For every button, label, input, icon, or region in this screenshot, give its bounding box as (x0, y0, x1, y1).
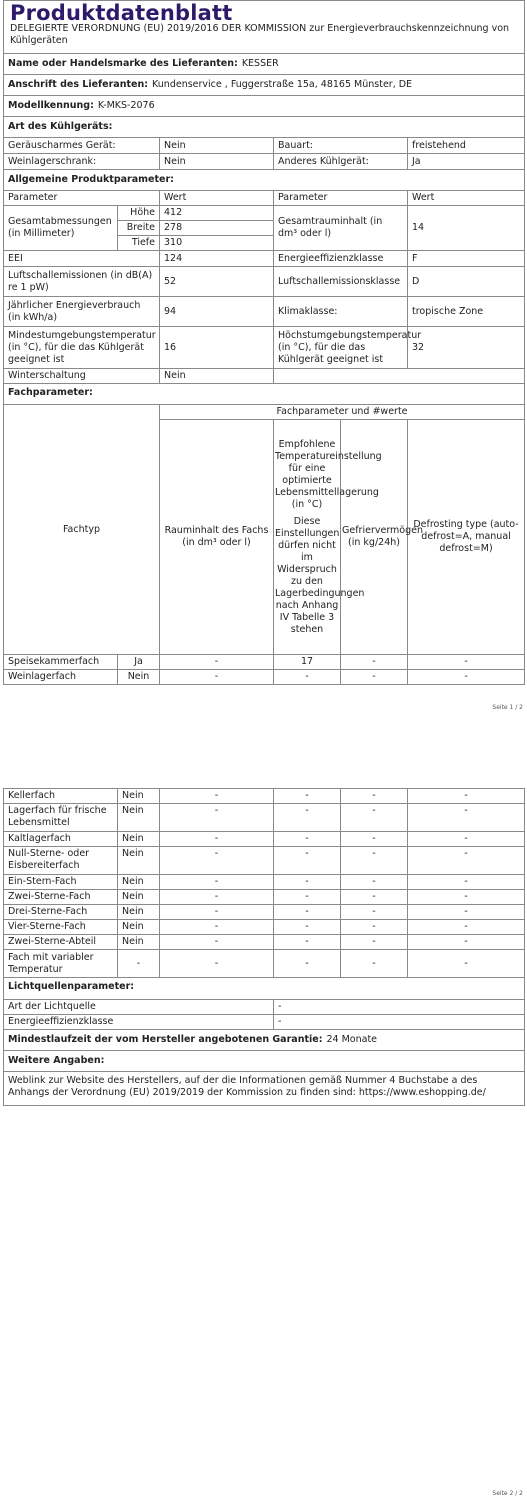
appliance-label: Weinlagerschrank: (4, 154, 160, 170)
parameter-value: 124 (160, 251, 274, 267)
address-label: Anschrift des Lieferanten: (8, 79, 149, 90)
compartment-name: Kellerfach (4, 789, 118, 804)
compartment-freeze: - (341, 905, 408, 920)
compartment-present: Ja (118, 655, 160, 670)
compartment-temp-header (274, 420, 382, 655)
table-row (4, 847, 525, 875)
light-heading: Lichtquellenparameter: (4, 978, 525, 1000)
compartment-freeze: - (341, 670, 408, 685)
compartment-defrost: - (408, 875, 525, 890)
compartment-temp: - (274, 789, 341, 804)
compartment-group-header: Fachparameter und #werte (160, 405, 525, 420)
compartment-present: Nein (118, 920, 160, 935)
column-header: Parameter (4, 191, 160, 206)
winter-label: Winterschaltung (4, 369, 160, 384)
dimension-value: 412 (160, 206, 274, 221)
compartment-name: Speisekammerfach (4, 655, 118, 670)
further-text: Weblink zur Website des Herstellers, auf der die Informationen gemäß Nummer 4 Buchstabe a des Anhangs der Verordnung (EU) 2019/2019 der Kommission zu finden sind: https://www.eshopping.de/ (4, 1072, 525, 1106)
compartment-freeze: - (341, 950, 408, 978)
compartment-present: Nein (118, 804, 160, 832)
compartment-volume: - (160, 920, 274, 935)
column-header: Wert (408, 191, 525, 206)
compartment-freeze: - (341, 890, 408, 905)
dimensions-label: Gesamtabmessungen (in Millimeter) (4, 206, 118, 251)
appliance-value: Nein (160, 154, 274, 170)
appliance-value: Nein (160, 138, 274, 154)
compartment-name: Zwei-Sterne-Abteil (4, 935, 118, 950)
warranty-label: Mindestlaufzeit der vom Hersteller angebotenen Garantie: (8, 1034, 323, 1045)
column-header: Parameter (274, 191, 408, 206)
compartment-name: Null-Sterne- oder Eisbereiterfach (4, 847, 118, 875)
warranty-value: 24 Monate (326, 1034, 378, 1045)
table-row (4, 890, 525, 905)
compartment-name: Vier-Sterne-Fach (4, 920, 118, 935)
table-row (4, 789, 525, 804)
temp-header-note: Diese Einstellungen dürfen nicht im Widerspruch zu den Lagerbedingungen nach Anhang IV Tabelle 3 stehen (275, 515, 365, 635)
document-title: Produktdatenblatt (10, 1, 233, 25)
page-number: Seite 2 / 2 (492, 1490, 523, 1497)
parameter-value: 94 (160, 297, 274, 327)
compartment-volume-header: Rauminhalt des Fachs (in dm³ oder l) (160, 420, 274, 655)
compartment-freeze: - (341, 789, 408, 804)
parameter-label: Höchstumgebungstemperatur (in °C), für die das Kühlgerät geeignet ist (274, 327, 408, 369)
temp-header-text: Empfohlene Temperatureinstellung für eine optimierte Lebensmittellagerung (in °C) (275, 438, 382, 510)
parameter-value: F (408, 251, 525, 267)
compartment-freeze: - (341, 935, 408, 950)
compartment-name: Ein-Stern-Fach (4, 875, 118, 890)
parameter-label: Mindestumgebungstemperatur (in °C), für die das Kühlgerät geeignet ist (4, 327, 160, 369)
page-1 (3, 0, 524, 685)
parameter-value: tropische Zone (408, 297, 525, 327)
volume-value: 14 (408, 206, 525, 251)
compartment-present: Nein (118, 832, 160, 847)
table-row (4, 935, 525, 950)
table-row (4, 920, 525, 935)
appliance-value: Ja (408, 154, 525, 170)
warranty-row (4, 1030, 525, 1051)
compartment-present: Nein (118, 875, 160, 890)
compartment-volume: - (160, 905, 274, 920)
compartment-defrost: - (408, 905, 525, 920)
dimension-value: 278 (160, 221, 274, 236)
parameter-label: Jährlicher Energieverbrauch (in kWh/a) (4, 297, 160, 327)
model-row (4, 96, 525, 117)
compartment-volume: - (160, 655, 274, 670)
table-row (4, 832, 525, 847)
dimension-name: Höhe (118, 206, 160, 221)
compartment-temp: - (274, 935, 341, 950)
compartment-name: Lagerfach für frische Lebensmittel (4, 804, 118, 832)
compartment-volume: - (160, 950, 274, 978)
supplier-label: Name oder Handelsmarke des Lieferanten: (8, 58, 238, 69)
compartment-volume: - (160, 875, 274, 890)
table-row (4, 905, 525, 920)
datasheet-table-page-2 (3, 788, 525, 1106)
compartment-temp: 17 (274, 655, 341, 670)
compartment-temp: - (274, 950, 341, 978)
compartment-freeze: - (341, 875, 408, 890)
compartment-volume: - (160, 789, 274, 804)
compartment-defrost-header: Defrosting type (auto-defrost=A, manual defrost=M) (408, 420, 525, 655)
parameter-label: Luftschallemissionsklasse (274, 267, 408, 297)
compartment-temp: - (274, 804, 341, 832)
parameter-value: 16 (160, 327, 274, 369)
volume-label: Gesamtrauminhalt (in dm³ oder l) (274, 206, 408, 251)
compartment-volume: - (160, 847, 274, 875)
model-label: Modellkennung: (8, 100, 94, 111)
dimension-name: Breite (118, 221, 160, 236)
compartment-name: Weinlagerfach (4, 670, 118, 685)
compartment-present: Nein (118, 670, 160, 685)
compartment-temp: - (274, 890, 341, 905)
page-number: Seite 1 / 2 (492, 704, 523, 711)
general-heading: Allgemeine Produktparameter: (4, 170, 525, 191)
compartment-defrost: - (408, 789, 525, 804)
compartment-freeze: - (341, 832, 408, 847)
appliance-label: Geräuscharmes Gerät: (4, 138, 160, 154)
compartment-name: Fach mit variabler Temperatur (4, 950, 118, 978)
compartment-present: - (118, 950, 160, 978)
compartment-temp: - (274, 670, 341, 685)
compartment-present: Nein (118, 905, 160, 920)
table-row (4, 804, 525, 832)
table-row (4, 670, 525, 685)
compartment-name: Kaltlagerfach (4, 832, 118, 847)
compartment-defrost: - (408, 920, 525, 935)
dimension-value: 310 (160, 236, 274, 251)
compartment-name: Zwei-Sterne-Fach (4, 890, 118, 905)
compartment-present: Nein (118, 935, 160, 950)
winter-value: Nein (160, 369, 274, 384)
regulation-intro: DELEGIERTE VERORDNUNG (EU) 2019/2016 DER KOMMISSION zur Energieverbrauchskennzeichnung von Kühlgeräten (10, 23, 510, 46)
parameter-value: 52 (160, 267, 274, 297)
compartment-volume: - (160, 890, 274, 905)
appliance-label: Anderes Kühlgerät: (274, 154, 408, 170)
compartment-defrost: - (408, 935, 525, 950)
compartment-defrost: - (408, 832, 525, 847)
compartment-defrost: - (408, 670, 525, 685)
dimension-name: Tiefe (118, 236, 160, 251)
compartment-present: Nein (118, 890, 160, 905)
parameter-label: EEI (4, 251, 160, 267)
table-row (4, 655, 525, 670)
compartment-freeze-header: Gefriervermögen (in kg/24h) (341, 420, 408, 655)
compartment-defrost: - (408, 847, 525, 875)
address-value: Kundenservice , Fuggerstraße 15a, 48165 Münster, DE (152, 79, 413, 90)
compartment-present: Nein (118, 847, 160, 875)
appliance-heading: Art des Kühlgeräts: (4, 117, 525, 138)
compartment-present: Nein (118, 789, 160, 804)
compartment-temp: - (274, 875, 341, 890)
compartment-defrost: - (408, 950, 525, 978)
compartment-temp: - (274, 905, 341, 920)
light-value: - (274, 1000, 525, 1015)
compartment-freeze: - (341, 920, 408, 935)
parameter-label: Energieeffizienzklasse (274, 251, 408, 267)
compartment-defrost: - (408, 890, 525, 905)
datasheet-table-page-1 (3, 0, 525, 685)
table-row (4, 950, 525, 978)
parameter-label: Luftschallemissionen (in dB(A) re 1 pW) (4, 267, 160, 297)
parameter-label: Klimaklasse: (274, 297, 408, 327)
compartment-name: Drei-Sterne-Fach (4, 905, 118, 920)
column-header: Wert (160, 191, 274, 206)
light-label: Energieeffizienzklasse (4, 1015, 274, 1030)
compartment-temp: - (274, 847, 341, 875)
compartment-freeze: - (341, 847, 408, 875)
supplier-row (4, 54, 525, 75)
compartment-freeze: - (341, 655, 408, 670)
compartment-temp: - (274, 920, 341, 935)
page-2 (3, 788, 524, 1106)
compartment-freeze: - (341, 804, 408, 832)
compartment-volume: - (160, 832, 274, 847)
parameter-value: D (408, 267, 525, 297)
compartment-volume: - (160, 935, 274, 950)
compartment-volume: - (160, 804, 274, 832)
compartment-defrost: - (408, 655, 525, 670)
light-value: - (274, 1015, 525, 1030)
table-row (4, 875, 525, 890)
compartment-defrost: - (408, 804, 525, 832)
compartments-heading: Fachparameter: (4, 384, 525, 405)
compartment-volume: - (160, 670, 274, 685)
appliance-label: Bauart: (274, 138, 408, 154)
address-row (4, 75, 525, 96)
model-value: K-MKS-2076 (97, 100, 155, 111)
compartment-type-header: Fachtyp (4, 405, 160, 655)
light-label: Art der Lichtquelle (4, 1000, 274, 1015)
appliance-value: freistehend (408, 138, 525, 154)
further-heading: Weitere Angaben: (4, 1051, 525, 1072)
parameter-value: 32 (408, 327, 525, 369)
compartment-temp: - (274, 832, 341, 847)
supplier-value: KESSER (241, 58, 279, 69)
